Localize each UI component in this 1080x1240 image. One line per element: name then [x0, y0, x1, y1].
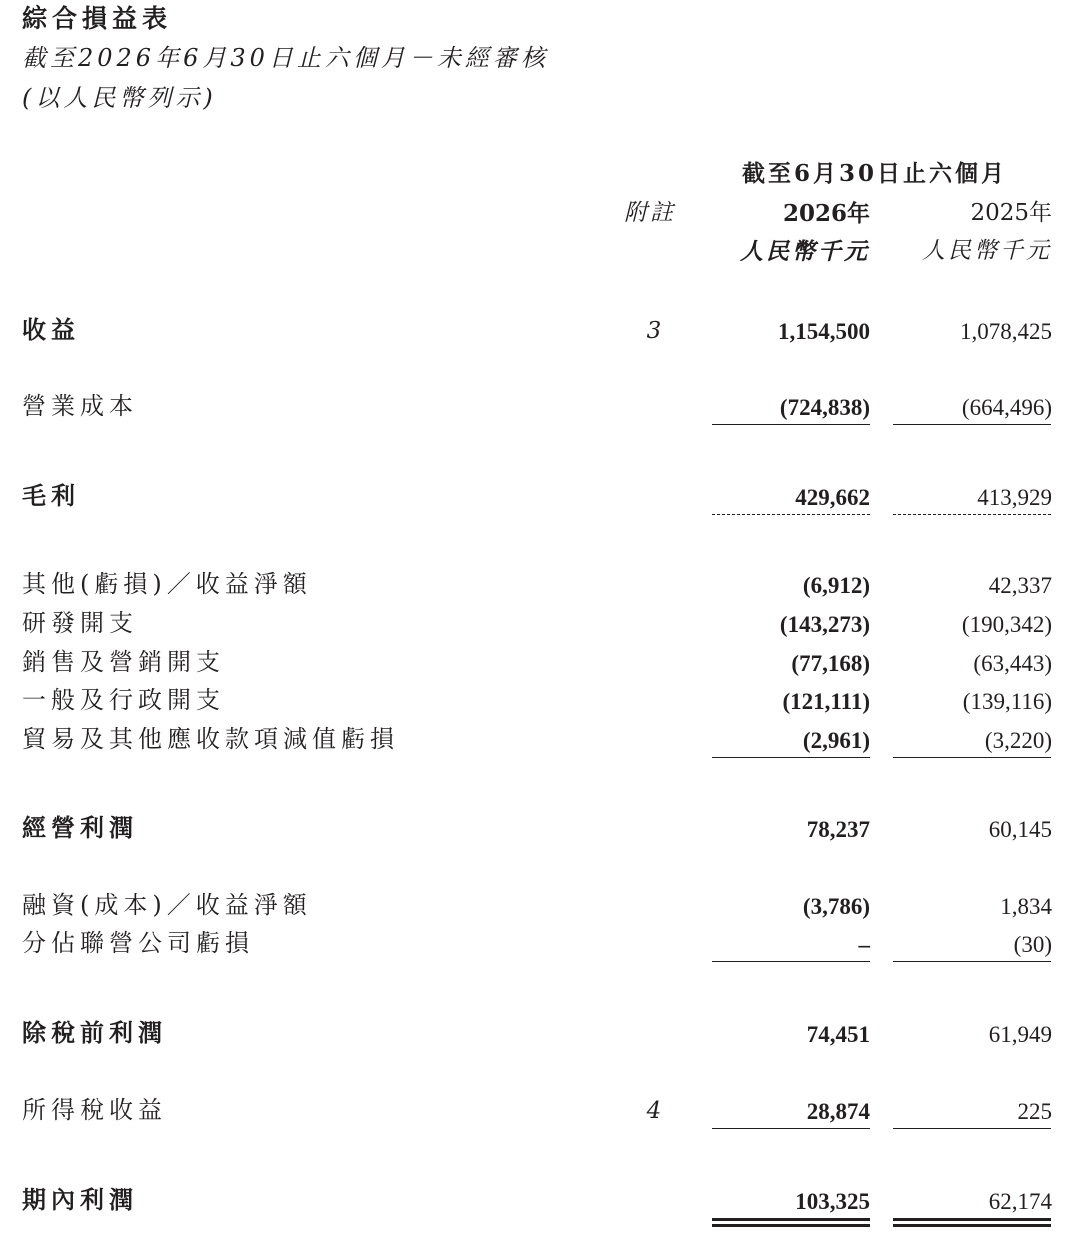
row-prior-finance-net: 1,834 [1000, 894, 1052, 919]
row-prior-profit-before-tax: 61,949 [988, 1022, 1052, 1047]
row-current-impairment: (2,961) [802, 728, 870, 753]
row-prior-selling-expenses: (63,443) [973, 651, 1052, 676]
row-current-profit-before-tax: 74,451 [806, 1022, 870, 1047]
subtotal-rule [893, 1128, 1051, 1129]
dashed-rule [893, 514, 1051, 515]
double-underline [893, 1224, 1051, 1227]
row-current-admin-expenses: (121,111) [782, 689, 870, 714]
row-current-associates-loss: – [858, 932, 870, 957]
row-current-gross-profit: 429,662 [795, 485, 870, 510]
year-prior-header: 2025年 [970, 200, 1052, 226]
row-label-gross-profit: 毛利 [22, 481, 80, 510]
row-prior-profit-for-period: 62,174 [988, 1189, 1052, 1214]
row-label-associates-loss: 分佔聯營公司虧損 [22, 929, 254, 957]
row-prior-rd-expenses: (190,342) [961, 612, 1052, 637]
subtotal-rule [712, 424, 870, 425]
row-label-admin-expenses: 一般及行政開支 [22, 686, 225, 714]
row-current-cost-of-sales: (724,838) [779, 395, 870, 420]
statement-title: 綜合損益表 [22, 4, 173, 33]
row-label-other-net: 其他(虧損)／收益淨額 [22, 570, 312, 598]
double-underline [893, 1218, 1051, 1221]
row-label-operating-profit: 經營利潤 [22, 813, 138, 842]
row-prior-revenue: 1,078,425 [960, 319, 1052, 344]
note-column-header: 附註 [624, 200, 676, 226]
row-prior-income-tax: 225 [1017, 1099, 1052, 1124]
row-note-income-tax: 4 [646, 1098, 662, 1124]
row-prior-impairment: (3,220) [984, 728, 1052, 753]
row-current-operating-profit: 78,237 [806, 817, 870, 842]
row-label-impairment: 貿易及其他應收款項減值虧損 [22, 725, 399, 753]
row-label-profit-before-tax: 除稅前利潤 [22, 1018, 167, 1047]
row-label-revenue: 收益 [22, 315, 80, 344]
row-prior-operating-profit: 60,145 [988, 817, 1052, 842]
row-label-income-tax: 所得稅收益 [22, 1096, 167, 1124]
subtotal-rule [893, 961, 1051, 962]
subtotal-rule [893, 757, 1051, 758]
row-current-profit-for-period: 103,325 [795, 1189, 870, 1214]
year-current-header: 2026年 [782, 200, 870, 227]
row-current-selling-expenses: (77,168) [791, 651, 870, 676]
unit-current-header: 人民幣千元 [740, 238, 870, 265]
row-label-cost-of-sales: 營業成本 [22, 392, 138, 420]
row-label-finance-net: 融資(成本)／收益淨額 [22, 891, 312, 919]
row-prior-associates-loss: (30) [1013, 932, 1052, 957]
unit-prior-header: 人民幣千元 [922, 238, 1052, 264]
statement-period: 截至2026年6月30日止六個月－未經審核 [22, 44, 549, 72]
subtotal-rule [712, 1128, 870, 1129]
subtotal-rule [712, 757, 870, 758]
row-current-income-tax: 28,874 [806, 1099, 870, 1124]
row-note-revenue: 3 [646, 318, 662, 344]
row-prior-gross-profit: 413,929 [977, 485, 1052, 510]
period-header: 截至6月30日止六個月 [742, 160, 1008, 187]
row-prior-cost-of-sales: (664,496) [961, 395, 1052, 420]
row-prior-other-net: 42,337 [988, 573, 1052, 598]
row-current-rd-expenses: (143,273) [779, 612, 870, 637]
row-label-rd-expenses: 研發開支 [22, 609, 138, 637]
row-label-profit-for-period: 期內利潤 [22, 1185, 138, 1214]
double-underline [712, 1218, 870, 1221]
currency-note: (以人民幣列示) [22, 84, 217, 112]
dashed-rule [712, 514, 870, 515]
double-underline [712, 1224, 870, 1227]
row-current-revenue: 1,154,500 [778, 319, 870, 344]
subtotal-rule [712, 961, 870, 962]
row-label-selling-expenses: 銷售及營銷開支 [22, 648, 225, 676]
subtotal-rule [893, 424, 1051, 425]
row-current-finance-net: (3,786) [802, 894, 870, 919]
row-current-other-net: (6,912) [802, 573, 870, 598]
row-prior-admin-expenses: (139,116) [962, 689, 1052, 714]
